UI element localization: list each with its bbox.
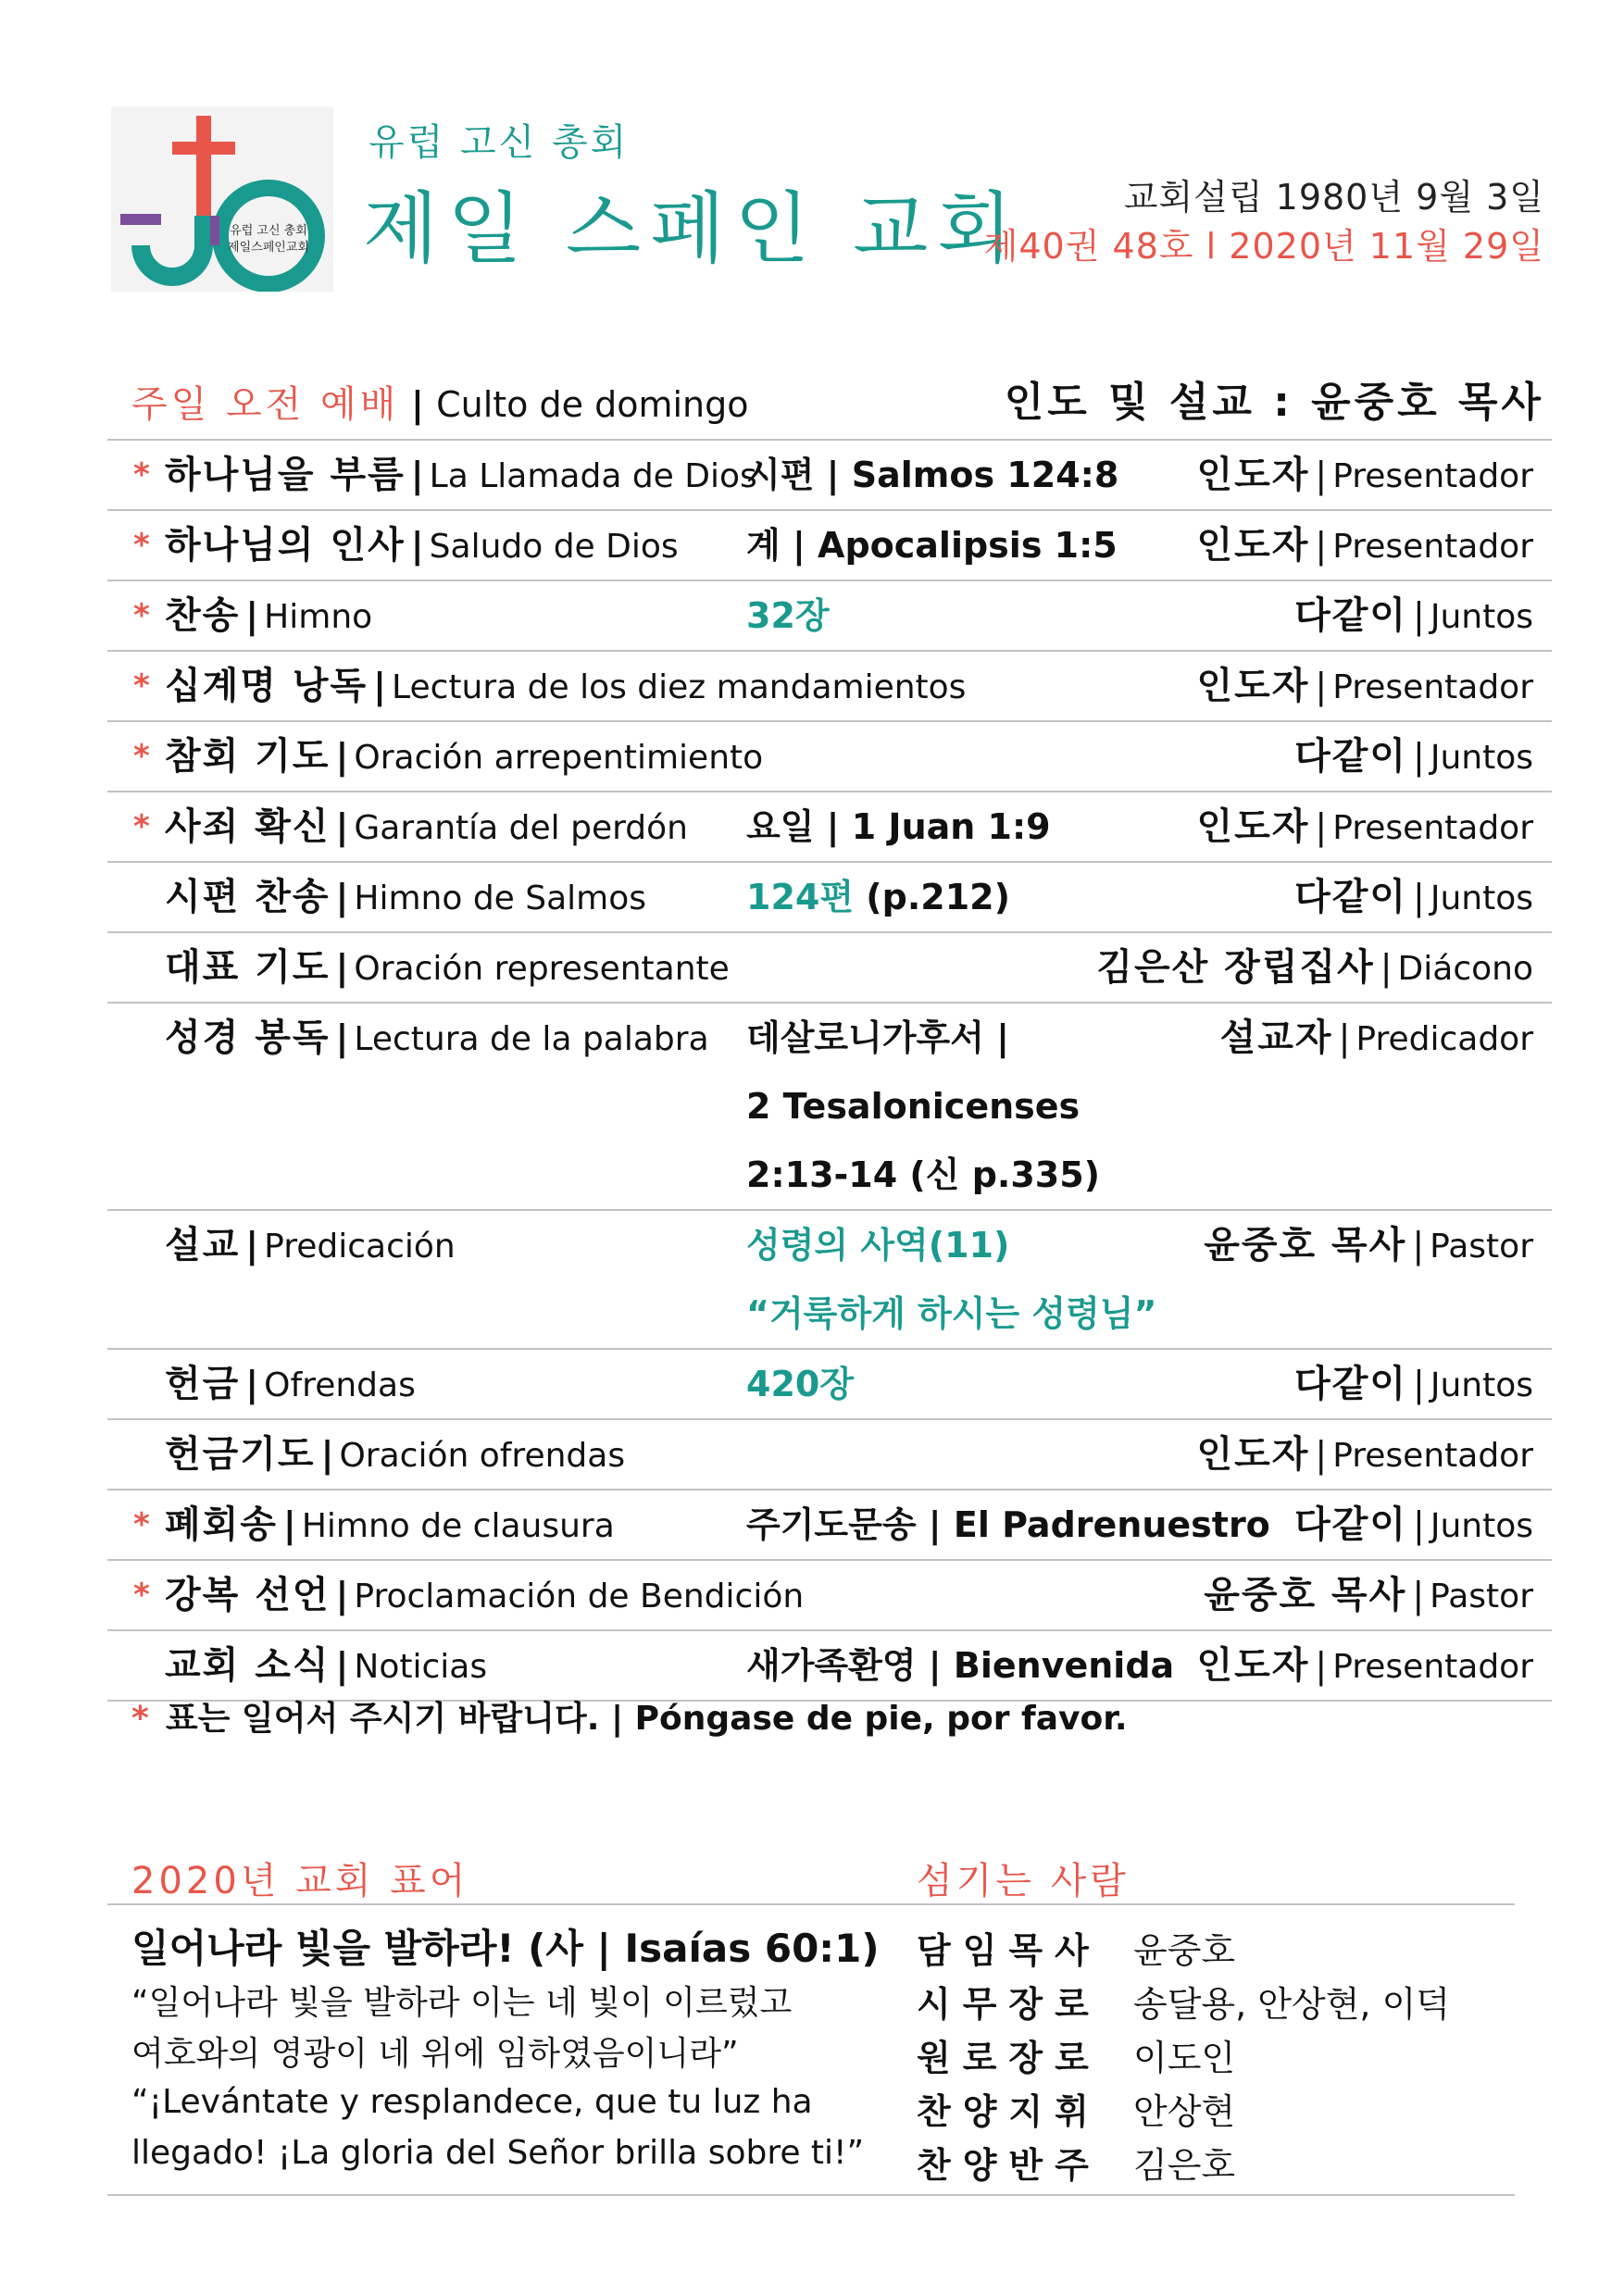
item-detail bbox=[746, 1072, 1080, 1141]
item-role-es: Diácono bbox=[1397, 950, 1533, 988]
item-detail bbox=[746, 511, 1118, 580]
item-role-es: Presentador bbox=[1332, 668, 1533, 706]
item-title-ko: 사죄 확신 bbox=[165, 805, 331, 848]
standing-note-text: 표는 일어서 주시기 바랍니다. | Póngase de pie, por favor. bbox=[165, 1700, 1128, 1738]
item-detail-text: 데살로니가후서 | bbox=[746, 1017, 1010, 1058]
item-role-ko: 다같이 bbox=[1294, 594, 1408, 637]
worship-item bbox=[107, 1211, 1552, 1348]
logo-text-1: 유럽 고신 총회 bbox=[230, 224, 307, 238]
item-role-ko: 인도자 bbox=[1196, 805, 1310, 848]
item-title: 교회 소식 | Noticias bbox=[165, 1644, 488, 1687]
item-role: 다같이 | Juntos bbox=[1294, 1363, 1533, 1405]
item-role-ko: 인도자 bbox=[1196, 454, 1310, 496]
item-role: 다같이 | Juntos bbox=[1294, 594, 1533, 637]
item-title-es: Noticias bbox=[354, 1648, 488, 1686]
worship-item bbox=[107, 581, 1552, 650]
servants-rule bbox=[848, 1903, 1515, 1905]
item-role: 인도자 | Presentador bbox=[1196, 1644, 1533, 1687]
church-name: 제일 스페인 교회 bbox=[363, 183, 1022, 274]
item-role-es: Juntos bbox=[1430, 879, 1533, 917]
item-role-ko: 인도자 bbox=[1196, 524, 1310, 567]
item-title-ko: 하나님의 인사 bbox=[165, 524, 406, 567]
item-title-es: Ofrendas bbox=[264, 1366, 416, 1404]
item-detail bbox=[746, 1211, 1009, 1279]
item-title: 강복 선언 | Proclamación de Bendición bbox=[165, 1574, 805, 1616]
servant-name: 이도인 bbox=[1133, 2038, 1236, 2078]
item-role-ko: 김은산 장립집사 bbox=[1096, 946, 1375, 989]
item-role: 다같이 | Juntos bbox=[1294, 1503, 1533, 1546]
standing-star-icon: * bbox=[133, 456, 150, 493]
servant-role: 찬양반주 bbox=[917, 2145, 1101, 2186]
motto-main: 일어나라 빛을 발하라! (사 | Isaías 60:1) bbox=[131, 1926, 880, 1971]
item-detail-text: 요일 | 1 Juan 1:9 bbox=[746, 806, 1051, 847]
item-title: 헌금기도 | Oración ofrendas bbox=[165, 1433, 626, 1476]
worship-title: 주일 오전 예배 | Culto de domingo bbox=[131, 383, 749, 426]
item-role-ko: 인도자 bbox=[1196, 665, 1310, 707]
item-role: 김은산 장립집사 | Diácono bbox=[1096, 946, 1533, 989]
servant-role: 찬양지휘 bbox=[917, 2091, 1101, 2132]
motto-line: llegado! ¡La gloria del Señor brilla sobre ti!” bbox=[131, 2134, 865, 2172]
worship-item bbox=[107, 1420, 1552, 1489]
logo-text-2: 제일스페인교회 bbox=[228, 241, 309, 255]
standing-star-icon: * bbox=[133, 808, 150, 845]
item-title: 하나님을 부름 | La Llamada de Dios bbox=[165, 454, 757, 496]
item-title: 참회 기도 | Oración arrepentimiento bbox=[165, 735, 764, 778]
worship-item bbox=[107, 441, 1552, 509]
standing-star-icon: * bbox=[131, 1700, 149, 1738]
item-title: 하나님의 인사 | Saludo de Dios bbox=[165, 524, 679, 567]
item-title-es: La Llamada de Dios bbox=[429, 457, 757, 495]
item-detail-text: 32장 bbox=[746, 595, 830, 636]
item-title-ko: 설교 bbox=[165, 1224, 241, 1266]
item-role-ko: 설교자 bbox=[1219, 1017, 1333, 1059]
worship-item bbox=[107, 722, 1552, 791]
item-title-ko: 참회 기도 bbox=[165, 735, 331, 778]
item-title: 시편 찬송 | Himno de Salmos bbox=[165, 876, 647, 918]
servant-role: 원로장로 bbox=[917, 2038, 1101, 2078]
worship-item bbox=[107, 1004, 1552, 1209]
item-detail-text: 124편 bbox=[746, 877, 855, 917]
item-title-ko: 십계명 낭독 bbox=[165, 665, 369, 707]
worship-item bbox=[107, 1350, 1552, 1418]
item-detail-text: “거룩하게 하시는 성령님” bbox=[746, 1293, 1157, 1334]
item-title-es: Oración arrepentimiento bbox=[354, 739, 764, 777]
item-title-es: Garantía del perdón bbox=[354, 809, 688, 847]
item-title-ko: 찬송 bbox=[165, 594, 241, 637]
item-title: 사죄 확신 | Garantía del perdón bbox=[165, 805, 688, 848]
item-role-ko: 인도자 bbox=[1196, 1433, 1310, 1476]
item-detail-text: 2 Tesalonicenses bbox=[746, 1086, 1081, 1127]
item-title: 헌금 | Ofrendas bbox=[165, 1363, 416, 1405]
item-role-ko: 다같이 bbox=[1294, 1503, 1408, 1546]
item-role-es: Presentador bbox=[1332, 809, 1533, 847]
standing-star-icon: * bbox=[133, 667, 150, 705]
item-role-ko: 윤중호 목사 bbox=[1204, 1224, 1407, 1266]
item-role-es: Pastor bbox=[1430, 1228, 1533, 1266]
item-detail-text: 성령의 사역(11) bbox=[746, 1225, 1010, 1266]
item-title: 대표 기도 | Oración representante bbox=[165, 946, 730, 989]
item-role-es: Juntos bbox=[1430, 739, 1533, 777]
item-role-es: Presentador bbox=[1332, 457, 1533, 495]
item-title: 찬송 | Himno bbox=[165, 594, 373, 637]
item-role-es: Presentador bbox=[1332, 1648, 1533, 1686]
item-detail-text: 시편 | Salmos 124:8 bbox=[746, 455, 1119, 495]
item-title-es: Himno de clausura bbox=[301, 1507, 615, 1545]
item-role-ko: 윤중호 목사 bbox=[1204, 1574, 1407, 1616]
item-detail bbox=[746, 863, 1010, 931]
item-title-ko: 헌금기도 bbox=[165, 1433, 316, 1476]
item-title-es: Himno de Salmos bbox=[354, 879, 647, 917]
item-role: 인도자 | Presentador bbox=[1196, 805, 1533, 848]
worship-item bbox=[107, 511, 1552, 580]
item-detail bbox=[746, 441, 1118, 509]
item-detail bbox=[746, 581, 830, 650]
established-date: 교회설립 1980년 9월 3일 bbox=[1123, 177, 1544, 218]
item-title-ko: 대표 기도 bbox=[165, 946, 331, 989]
item-title-ko: 헌금 bbox=[165, 1363, 241, 1405]
item-title: 설교 | Predicación bbox=[165, 1224, 456, 1266]
item-title-ko: 강복 선언 bbox=[165, 1574, 331, 1616]
worship-item bbox=[107, 933, 1552, 1002]
servant-name: 송달용, 안상현, 이덕 bbox=[1133, 1984, 1450, 2025]
motto-heading: 2020년 교회 표어 bbox=[131, 1860, 469, 1902]
synod-name: 유럽 고신 총회 bbox=[369, 121, 630, 164]
worship-item bbox=[107, 1631, 1552, 1700]
motto-line: “일어나라 빛을 발하라 이는 네 빛이 이르렀고 bbox=[131, 1984, 793, 2022]
item-role-ko: 다같이 bbox=[1294, 735, 1408, 778]
item-title-es: Lectura de la palabra bbox=[354, 1020, 709, 1058]
item-title-ko: 폐회송 bbox=[165, 1503, 278, 1546]
item-detail bbox=[746, 1004, 1009, 1072]
item-title-ko: 하나님을 부름 bbox=[165, 454, 406, 496]
worship-title-es: Culto de domingo bbox=[436, 384, 749, 425]
servant-role: 시무장로 bbox=[917, 1984, 1101, 2025]
item-detail-text: 2:13-14 (신 p.335) bbox=[746, 1154, 1101, 1195]
worship-item bbox=[107, 1491, 1552, 1559]
worship-item bbox=[107, 863, 1552, 931]
item-title-ko: 시편 찬송 bbox=[165, 876, 331, 918]
standing-star-icon: * bbox=[133, 597, 150, 634]
item-role-es: Presentador bbox=[1332, 1437, 1533, 1475]
item-role: 윤중호 목사 | Pastor bbox=[1204, 1574, 1533, 1616]
item-title-es: Proclamación de Bendición bbox=[354, 1578, 805, 1615]
item-title-es: Saludo de Dios bbox=[429, 528, 679, 566]
issue-info: 제40권 48호 l 2020년 11월 29일 bbox=[983, 226, 1544, 267]
bottom-rule bbox=[107, 2194, 1515, 2196]
item-role: 인도자 | Presentador bbox=[1196, 665, 1533, 707]
item-role: 윤중호 목사 | Pastor bbox=[1204, 1224, 1533, 1266]
item-title-es: Lectura de los diez mandamientos bbox=[392, 668, 967, 706]
item-detail-suffix: (p.212) bbox=[854, 877, 1010, 917]
item-detail bbox=[746, 1279, 1157, 1348]
motto-line: “¡Levántate y resplandece, que tu luz ha bbox=[131, 2083, 813, 2121]
item-detail-text: 계 | Apocalipsis 1:5 bbox=[746, 525, 1118, 566]
item-title-es: Himno bbox=[264, 598, 373, 636]
item-role-es: Juntos bbox=[1430, 598, 1533, 636]
worship-item bbox=[107, 792, 1552, 861]
standing-star-icon: * bbox=[133, 527, 150, 564]
item-detail-text: 새가족환영 | Bienvenida bbox=[746, 1645, 1175, 1686]
standing-star-icon: * bbox=[133, 738, 150, 775]
motto-rule bbox=[107, 1903, 848, 1905]
standing-star-icon: * bbox=[133, 1506, 150, 1543]
item-title: 십계명 낭독 | Lectura de los diez mandamientos bbox=[165, 665, 967, 707]
item-role-ko: 다같이 bbox=[1294, 876, 1408, 918]
item-role-es: Juntos bbox=[1430, 1366, 1533, 1404]
item-title-ko: 성경 봉독 bbox=[165, 1017, 331, 1059]
item-role: 인도자 | Presentador bbox=[1196, 454, 1533, 496]
item-role-es: Presentador bbox=[1332, 528, 1533, 566]
servant-name: 윤중호 bbox=[1133, 1930, 1236, 1971]
worship-title-ko: 주일 오전 예배 bbox=[131, 383, 400, 426]
servants-heading: 섬기는 사람 bbox=[917, 1860, 1130, 1902]
standing-star-icon: * bbox=[133, 1577, 150, 1614]
church-logo bbox=[111, 106, 333, 292]
servant-name: 안상현 bbox=[1133, 2091, 1236, 2132]
motto-line: 여호와의 영광이 네 위에 임하였음이니라” bbox=[131, 2035, 739, 2073]
item-role-es: Pastor bbox=[1430, 1578, 1533, 1615]
servant-name: 김은호 bbox=[1133, 2145, 1236, 2186]
item-detail bbox=[746, 1350, 854, 1418]
item-title: 성경 봉독 | Lectura de la palabra bbox=[165, 1017, 709, 1059]
item-role: 인도자 | Presentador bbox=[1196, 524, 1533, 567]
item-title-es: Oración ofrendas bbox=[339, 1437, 626, 1475]
item-title-ko: 교회 소식 bbox=[165, 1644, 331, 1687]
standing-note bbox=[131, 1692, 1128, 1740]
item-detail-text: 420장 bbox=[746, 1364, 855, 1404]
item-detail-text: 주기도문송 | El Padrenuestro bbox=[746, 1504, 1270, 1545]
item-role: 다같이 | Juntos bbox=[1294, 876, 1533, 918]
item-title: 폐회송 | Himno de clausura bbox=[165, 1503, 615, 1546]
worship-item bbox=[107, 652, 1552, 720]
item-detail bbox=[746, 1491, 1270, 1559]
item-detail bbox=[746, 792, 1051, 861]
item-role-ko: 인도자 bbox=[1196, 1644, 1310, 1687]
item-role-es: Predicador bbox=[1355, 1020, 1533, 1058]
item-detail bbox=[746, 1631, 1174, 1700]
worship-item bbox=[107, 1561, 1552, 1629]
item-role: 다같이 | Juntos bbox=[1294, 735, 1533, 778]
item-title-es: Oración representante bbox=[354, 950, 730, 988]
worship-leader: 인도 및 설교 : 윤중호 목사 bbox=[1004, 379, 1544, 426]
servant-role: 담임목사 bbox=[917, 1930, 1101, 1971]
item-role: 설교자 | Predicador bbox=[1219, 1017, 1533, 1059]
item-role-ko: 다같이 bbox=[1294, 1363, 1408, 1405]
item-role: 인도자 | Presentador bbox=[1196, 1433, 1533, 1476]
item-detail bbox=[746, 1141, 1100, 1209]
item-role-es: Juntos bbox=[1430, 1507, 1533, 1545]
item-title-es: Predicación bbox=[264, 1228, 456, 1266]
